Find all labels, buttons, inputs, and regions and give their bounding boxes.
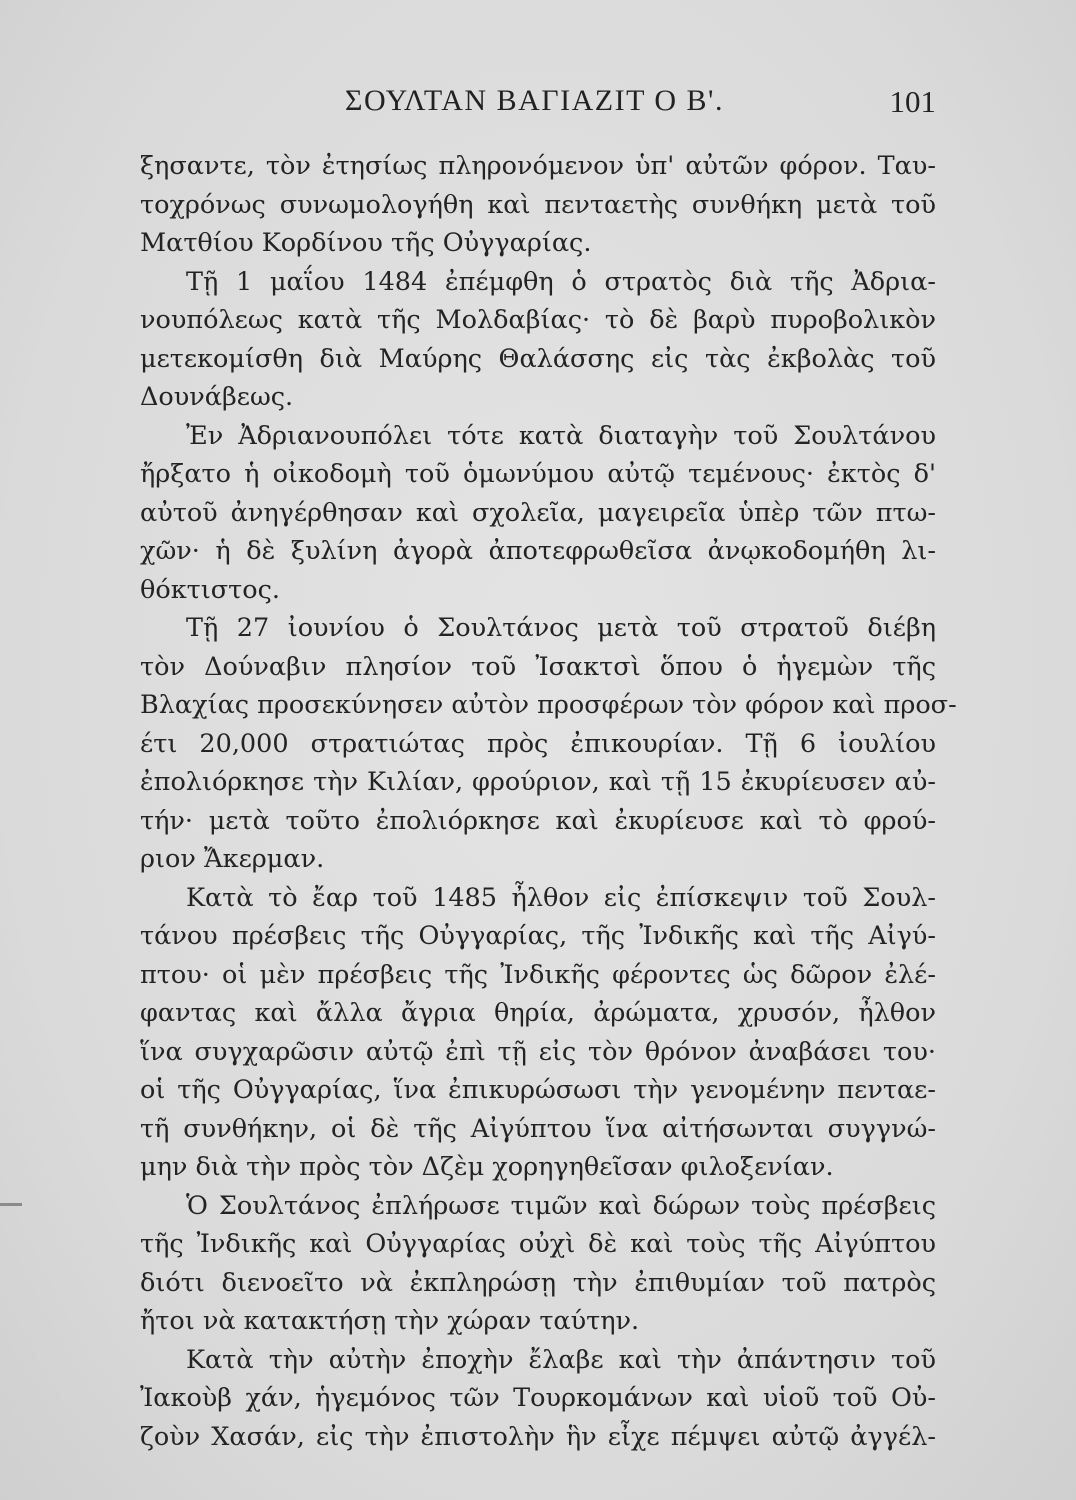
text-line: Ἰακοὺβ χάν, ἡγεμόνος τῶν Τουρκομάνων καὶ υἱοῦ τοῦ Οὐ- — [140, 1383, 936, 1413]
text-line: ἤρξατο ἡ οἰκοδομὴ τοῦ ὁμωνύμου αὐτῷ τεμένους· ἐκτὸς δ' — [140, 459, 936, 489]
text-line: τάνου πρέσβεις τῆς Οὐγγαρίας, τῆς Ἰνδικῆς καὶ τῆς Αἰγύ- — [140, 921, 936, 951]
text-line: ἵνα συγχαρῶσιν αὐτῷ ἐπὶ τῇ εἰς τὸν θρόνον ἀναβάσει του· — [140, 1036, 936, 1067]
text-line: ἐπολιόρκησε τὴν Κιλίαν, φρούριον, καὶ τῇ 15 ἐκυρίευσεν αὐ- — [140, 767, 936, 797]
text-line: Ματθίου Κορδίνου τῆς Οὐγγαρίας. — [140, 228, 592, 258]
text-line: νουπόλεως κατὰ τῆς Μολδαβίας· τὸ δὲ βαρὺ πυροβολικὸν — [140, 305, 936, 335]
text-line: έτι 20,000 στρατιώτας πρὸς ἐπικουρίαν. Τῇ 6 ἰουλίου — [140, 728, 936, 759]
text-line: Τῇ 27 ἰουνίου ὁ Σουλτάνος μετὰ τοῦ στρατοῦ διέβη — [186, 613, 936, 643]
text-line: ριον Ἄκερμαν. — [140, 844, 325, 874]
text-line: οἱ τῆς Οὐγγαρίας, ἵνα ἐπικυρώσωσι τὴν γενομένην πενταε- — [140, 1075, 936, 1105]
text-line: ξησαντε, τὸν ἐτησίως πληρονόμενον ὑπ' αὐτῶν φόρον. Ταυ- — [140, 151, 936, 181]
text-line: Κατὰ τὸ ἔαρ τοῦ 1485 ἦλθον εἰς ἐπίσκεψιν τοῦ Σουλ- — [186, 882, 936, 913]
text-line: πτου· οἱ μὲν πρέσβεις τῆς Ἰνδικῆς φέροντες ὡς δῶρον ἐλέ- — [140, 959, 936, 990]
text-line: Κατὰ τὴν αὐτὴν ἐποχὴν ἔλαβε καὶ τὴν ἀπάντησιν τοῦ — [186, 1344, 936, 1375]
text-line: τοχρόνως συνωμολογήθη καὶ πενταετὴς συνθήκη μετὰ τοῦ — [140, 189, 936, 220]
text-line: τὸν Δούναβιν πλησίον τοῦ Ἰσακτσὶ ὅπου ὁ ἡγεμὼν τῆς — [140, 651, 936, 682]
body-text — [140, 147, 957, 1456]
text-line: διότι διενοεῖτο νὰ ἐκπληρώσῃ τὴν ἐπιθυμίαν τοῦ πατρὸς — [140, 1267, 936, 1298]
text-line: Βλαχίας προσεκύνησεν αὐτὸν προσφέρων τὸν φόρον καὶ προσ- — [140, 690, 957, 720]
text-line: τήν· μετὰ τοῦτο ἐπολιόρκησε καὶ ἐκυρίευσε καὶ τὸ φρού- — [140, 805, 936, 836]
text-line: ζοὺν Χασάν, εἰς τὴν ἐπιστολὴν ἣν εἶχε πέμψει αὐτῷ ἀγγέλ- — [140, 1421, 936, 1452]
text-line: φαντας καὶ ἄλλα ἄγρια θηρία, ἀρώματα, χρυσόν, ἦλθον — [140, 998, 936, 1028]
text-line: τῆ συνθήκην, οἱ δὲ τῆς Αἰγύπτου ἵνα αἰτήσωνται συγγνώ- — [140, 1113, 936, 1144]
running-title: ΣΟΥΛΤΑΝ ΒΑΓΙΑΖΙΤ Ο Β'. — [345, 84, 724, 117]
text-line: μην διὰ τὴν πρὸς τὸν Δζὲμ χορηγηθεῖσαν φιλοξενίαν. — [140, 1152, 834, 1182]
page-number: 101 — [889, 84, 936, 119]
text-line: αὐτοῦ ἀνηγέρθησαν καὶ σχολεῖα, μαγειρεῖα ὑπὲρ τῶν πτω- — [140, 497, 936, 528]
text-line: χῶν· ἡ δὲ ξυλίνη ἀγορὰ ἀποτεφρωθεῖσα ἀνῳκοδομήθη λι- — [140, 536, 936, 566]
text-line: Τῇ 1 μαΐου 1484 ἐπέμφθη ὁ στρατὸς διὰ τῆς Ἀδρια- — [186, 266, 936, 297]
page-header — [140, 84, 936, 128]
text-line: ἤτοι νὰ κατακτήσῃ τὴν χώραν ταύτην. — [140, 1306, 640, 1336]
text-line: Ἐν Ἀδριανουπόλει τότε κατὰ διαταγὴν τοῦ Σουλτάνου — [186, 420, 936, 451]
text-line: τῆς Ἰνδικῆς καὶ Οὐγγαρίας οὐχὶ δὲ καὶ τοὺς τῆς Αἰγύπτου — [140, 1229, 936, 1259]
margin-mark — [0, 1203, 22, 1206]
text-line: θόκτιστος. — [140, 574, 281, 605]
text-line: μετεκομίσθη διὰ Μαύρης Θαλάσσης εἰς τὰς ἐκβολὰς τοῦ — [140, 343, 936, 374]
text-line: Δουνάβεως. — [140, 382, 294, 412]
text-line: Ὁ Σουλτάνος ἐπλήρωσε τιμῶν καὶ δώρων τοὺς πρέσβεις — [186, 1190, 936, 1221]
